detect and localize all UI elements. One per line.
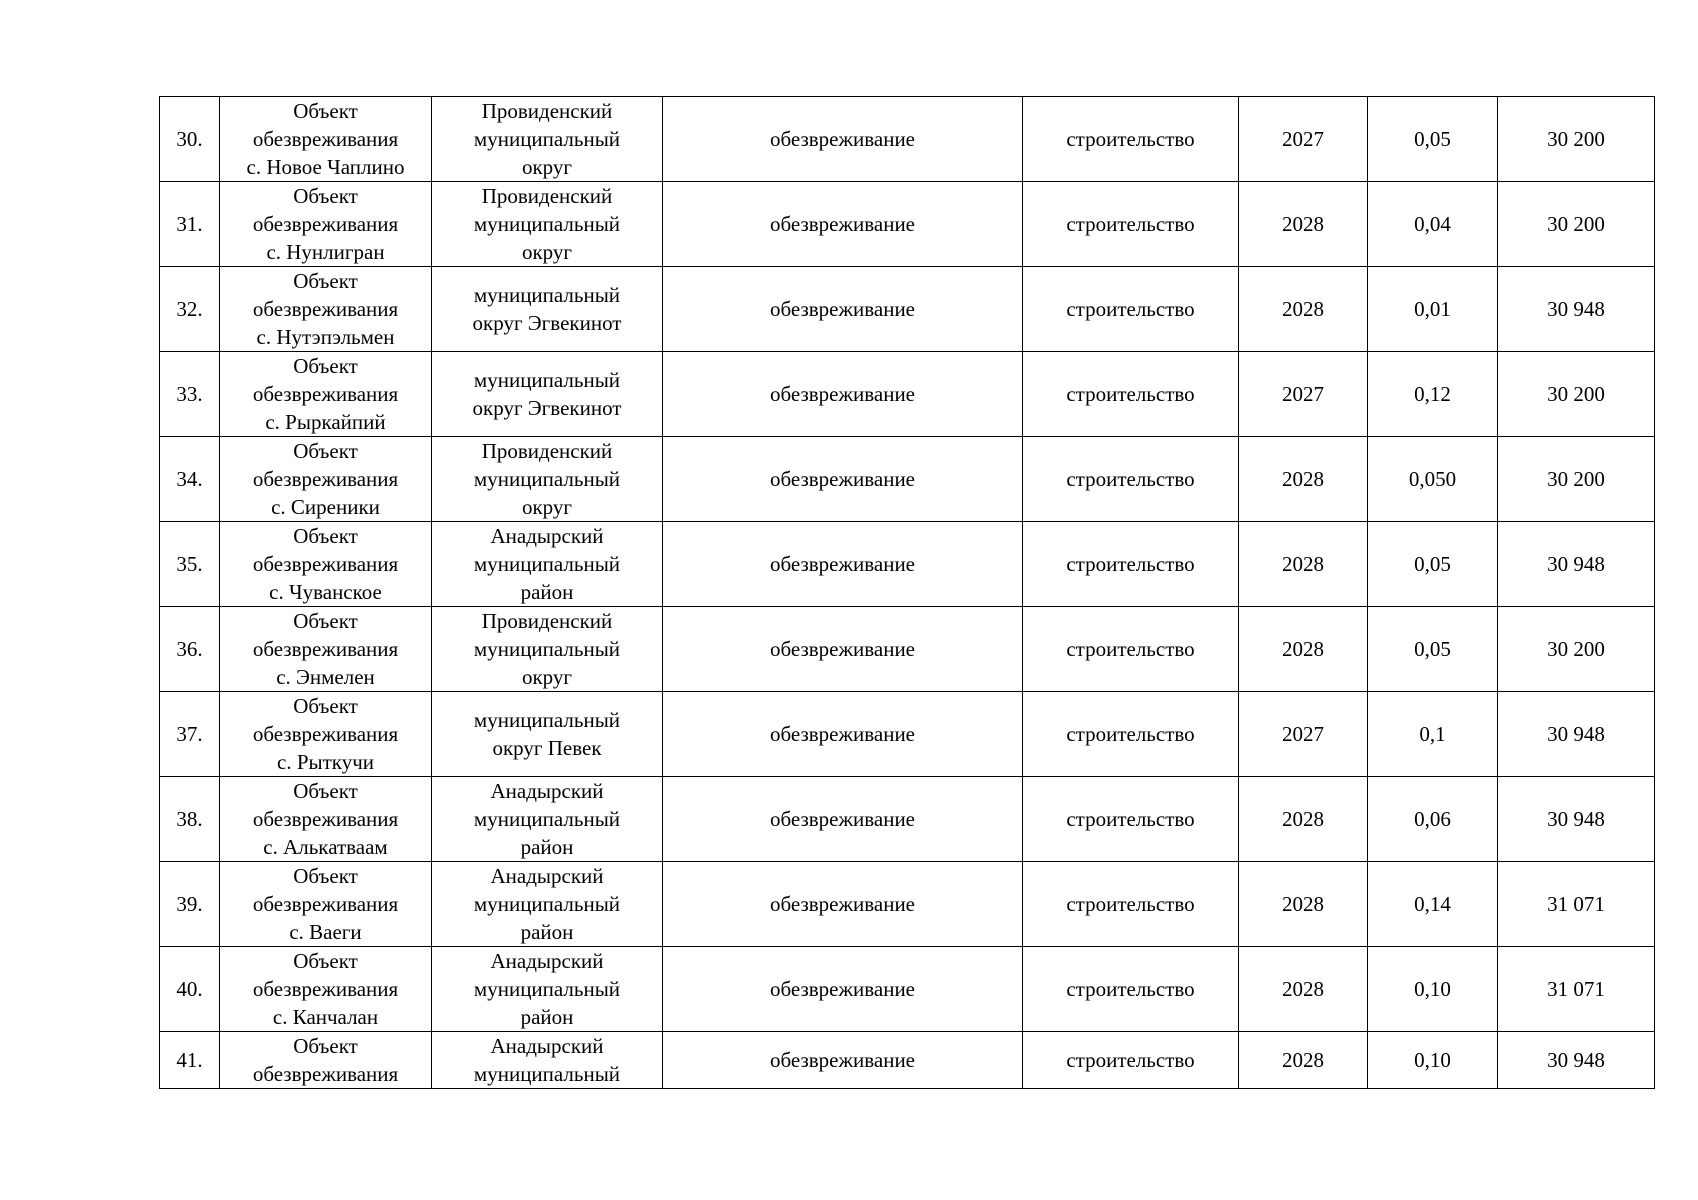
cost-cell: 30 200 <box>1498 97 1655 182</box>
object-name-cell <box>220 947 432 1032</box>
row-number-cell: 40. <box>160 947 220 1032</box>
work-type-cell: строительство <box>1023 777 1239 862</box>
year-cell: 2027 <box>1239 692 1368 777</box>
activity-cell: обезвреживание <box>663 862 1023 947</box>
cost-cell: 30 948 <box>1498 692 1655 777</box>
activity-cell: обезвреживание <box>663 1032 1023 1089</box>
object-name-cell <box>220 862 432 947</box>
year-cell: 2028 <box>1239 947 1368 1032</box>
cost-cell: 31 071 <box>1498 947 1655 1032</box>
object-name-cell <box>220 522 432 607</box>
row-number-cell: 38. <box>160 777 220 862</box>
activity-cell: обезвреживание <box>663 522 1023 607</box>
cost-cell: 30 200 <box>1498 182 1655 267</box>
activity-cell: обезвреживание <box>663 437 1023 522</box>
object-name-cell <box>220 1032 432 1089</box>
district-cell <box>432 182 663 267</box>
district-cell <box>432 1032 663 1089</box>
object-name: Объект обезвреживания с. Сиреники <box>252 439 399 519</box>
district-name: Анадырский муниципальный район <box>473 779 621 859</box>
work-type-cell: строительство <box>1023 437 1239 522</box>
object-name: Объект обезвреживания с. Нутэпэльмен <box>252 269 399 349</box>
table-row <box>160 607 1655 692</box>
capacity-cell: 0,05 <box>1368 522 1498 607</box>
year-cell: 2028 <box>1239 607 1368 692</box>
object-name-cell <box>220 437 432 522</box>
year-cell: 2028 <box>1239 182 1368 267</box>
district-cell <box>432 352 663 437</box>
cost-cell: 30 948 <box>1498 777 1655 862</box>
district-cell <box>432 607 663 692</box>
capacity-cell: 0,14 <box>1368 862 1498 947</box>
object-name-cell <box>220 97 432 182</box>
activity-cell: обезвреживание <box>663 607 1023 692</box>
table-row <box>160 352 1655 437</box>
row-number-cell: 32. <box>160 267 220 352</box>
activity-cell: обезвреживание <box>663 692 1023 777</box>
district-cell <box>432 777 663 862</box>
row-number-cell: 30. <box>160 97 220 182</box>
work-type-cell: строительство <box>1023 947 1239 1032</box>
row-number-cell: 35. <box>160 522 220 607</box>
cost-cell: 31 071 <box>1498 862 1655 947</box>
object-name: Объект обезвреживания <box>252 1034 399 1086</box>
capacity-cell: 0,04 <box>1368 182 1498 267</box>
work-type-cell: строительство <box>1023 352 1239 437</box>
year-cell: 2028 <box>1239 862 1368 947</box>
row-number-cell: 36. <box>160 607 220 692</box>
activity-cell: обезвреживание <box>663 97 1023 182</box>
work-type-cell: строительство <box>1023 267 1239 352</box>
cost-cell: 30 200 <box>1498 437 1655 522</box>
table-row <box>160 862 1655 947</box>
row-number-cell: 33. <box>160 352 220 437</box>
year-cell: 2028 <box>1239 777 1368 862</box>
cost-cell: 30 200 <box>1498 352 1655 437</box>
district-name: Провиденский муниципальный округ <box>473 99 621 179</box>
cost-cell: 30 200 <box>1498 607 1655 692</box>
capacity-cell: 0,10 <box>1368 1032 1498 1089</box>
capacity-cell: 0,050 <box>1368 437 1498 522</box>
capacity-cell: 0,10 <box>1368 947 1498 1032</box>
year-cell: 2028 <box>1239 267 1368 352</box>
object-name: Объект обезвреживания с. Чуванское <box>252 524 399 604</box>
district-name: Провиденский муниципальный округ <box>473 609 621 689</box>
table-row <box>160 947 1655 1032</box>
cost-cell: 30 948 <box>1498 267 1655 352</box>
facilities-table <box>159 96 1655 1089</box>
district-name: Провиденский муниципальный округ <box>473 184 621 264</box>
district-cell <box>432 522 663 607</box>
row-number-cell: 31. <box>160 182 220 267</box>
object-name-cell <box>220 607 432 692</box>
table-row <box>160 692 1655 777</box>
activity-cell: обезвреживание <box>663 352 1023 437</box>
row-number-cell: 39. <box>160 862 220 947</box>
activity-cell: обезвреживание <box>663 267 1023 352</box>
district-name: Анадырский муниципальный район <box>473 864 621 944</box>
work-type-cell: строительство <box>1023 607 1239 692</box>
object-name: Объект обезвреживания с. Ваеги <box>252 864 399 944</box>
work-type-cell: строительство <box>1023 692 1239 777</box>
capacity-cell: 0,12 <box>1368 352 1498 437</box>
district-cell <box>432 437 663 522</box>
table-row <box>160 182 1655 267</box>
work-type-cell: строительство <box>1023 522 1239 607</box>
district-cell <box>432 267 663 352</box>
object-name-cell <box>220 267 432 352</box>
object-name-cell <box>220 777 432 862</box>
row-number-cell: 41. <box>160 1032 220 1089</box>
district-name: Анадырский муниципальный район <box>473 524 621 604</box>
cost-cell: 30 948 <box>1498 522 1655 607</box>
district-name: муниципальный округ Эгвекинот <box>472 283 622 335</box>
year-cell: 2028 <box>1239 437 1368 522</box>
cost-cell: 30 948 <box>1498 1032 1655 1089</box>
district-cell <box>432 692 663 777</box>
district-cell <box>432 97 663 182</box>
row-number-cell: 34. <box>160 437 220 522</box>
activity-cell: обезвреживание <box>663 182 1023 267</box>
year-cell: 2027 <box>1239 97 1368 182</box>
district-name: муниципальный округ Эгвекинот <box>472 368 622 420</box>
district-cell <box>432 862 663 947</box>
table-body <box>160 97 1655 1089</box>
table-row <box>160 522 1655 607</box>
object-name: Объект обезвреживания с. Новое Чаплино <box>246 99 405 179</box>
object-name-cell <box>220 352 432 437</box>
work-type-cell: строительство <box>1023 182 1239 267</box>
district-cell <box>432 947 663 1032</box>
object-name: Объект обезвреживания с. Энмелен <box>252 609 399 689</box>
year-cell: 2028 <box>1239 1032 1368 1089</box>
capacity-cell: 0,01 <box>1368 267 1498 352</box>
year-cell: 2027 <box>1239 352 1368 437</box>
table-row <box>160 97 1655 182</box>
district-name: Анадырский муниципальный район <box>473 949 621 1029</box>
table-row <box>160 777 1655 862</box>
district-name: Анадырский муниципальный <box>473 1034 621 1086</box>
year-cell: 2028 <box>1239 522 1368 607</box>
object-name: Объект обезвреживания с. Нунлигран <box>252 184 399 264</box>
object-name: Объект обезвреживания с. Канчалан <box>252 949 399 1029</box>
capacity-cell: 0,06 <box>1368 777 1498 862</box>
district-name: муниципальный округ Певек <box>473 708 621 760</box>
work-type-cell: строительство <box>1023 1032 1239 1089</box>
object-name: Объект обезвреживания с. Алькатваам <box>252 779 399 859</box>
capacity-cell: 0,1 <box>1368 692 1498 777</box>
district-name: Провиденский муниципальный округ <box>473 439 621 519</box>
object-name: Объект обезвреживания с. Рыркайпий <box>252 354 399 434</box>
activity-cell: обезвреживание <box>663 947 1023 1032</box>
object-name-cell <box>220 692 432 777</box>
row-number-cell: 37. <box>160 692 220 777</box>
object-name-cell <box>220 182 432 267</box>
object-name: Объект обезвреживания с. Рыткучи <box>252 694 399 774</box>
capacity-cell: 0,05 <box>1368 607 1498 692</box>
activity-cell: обезвреживание <box>663 777 1023 862</box>
table-row <box>160 437 1655 522</box>
work-type-cell: строительство <box>1023 862 1239 947</box>
table-row <box>160 267 1655 352</box>
work-type-cell: строительство <box>1023 97 1239 182</box>
table-row <box>160 1032 1655 1089</box>
capacity-cell: 0,05 <box>1368 97 1498 182</box>
